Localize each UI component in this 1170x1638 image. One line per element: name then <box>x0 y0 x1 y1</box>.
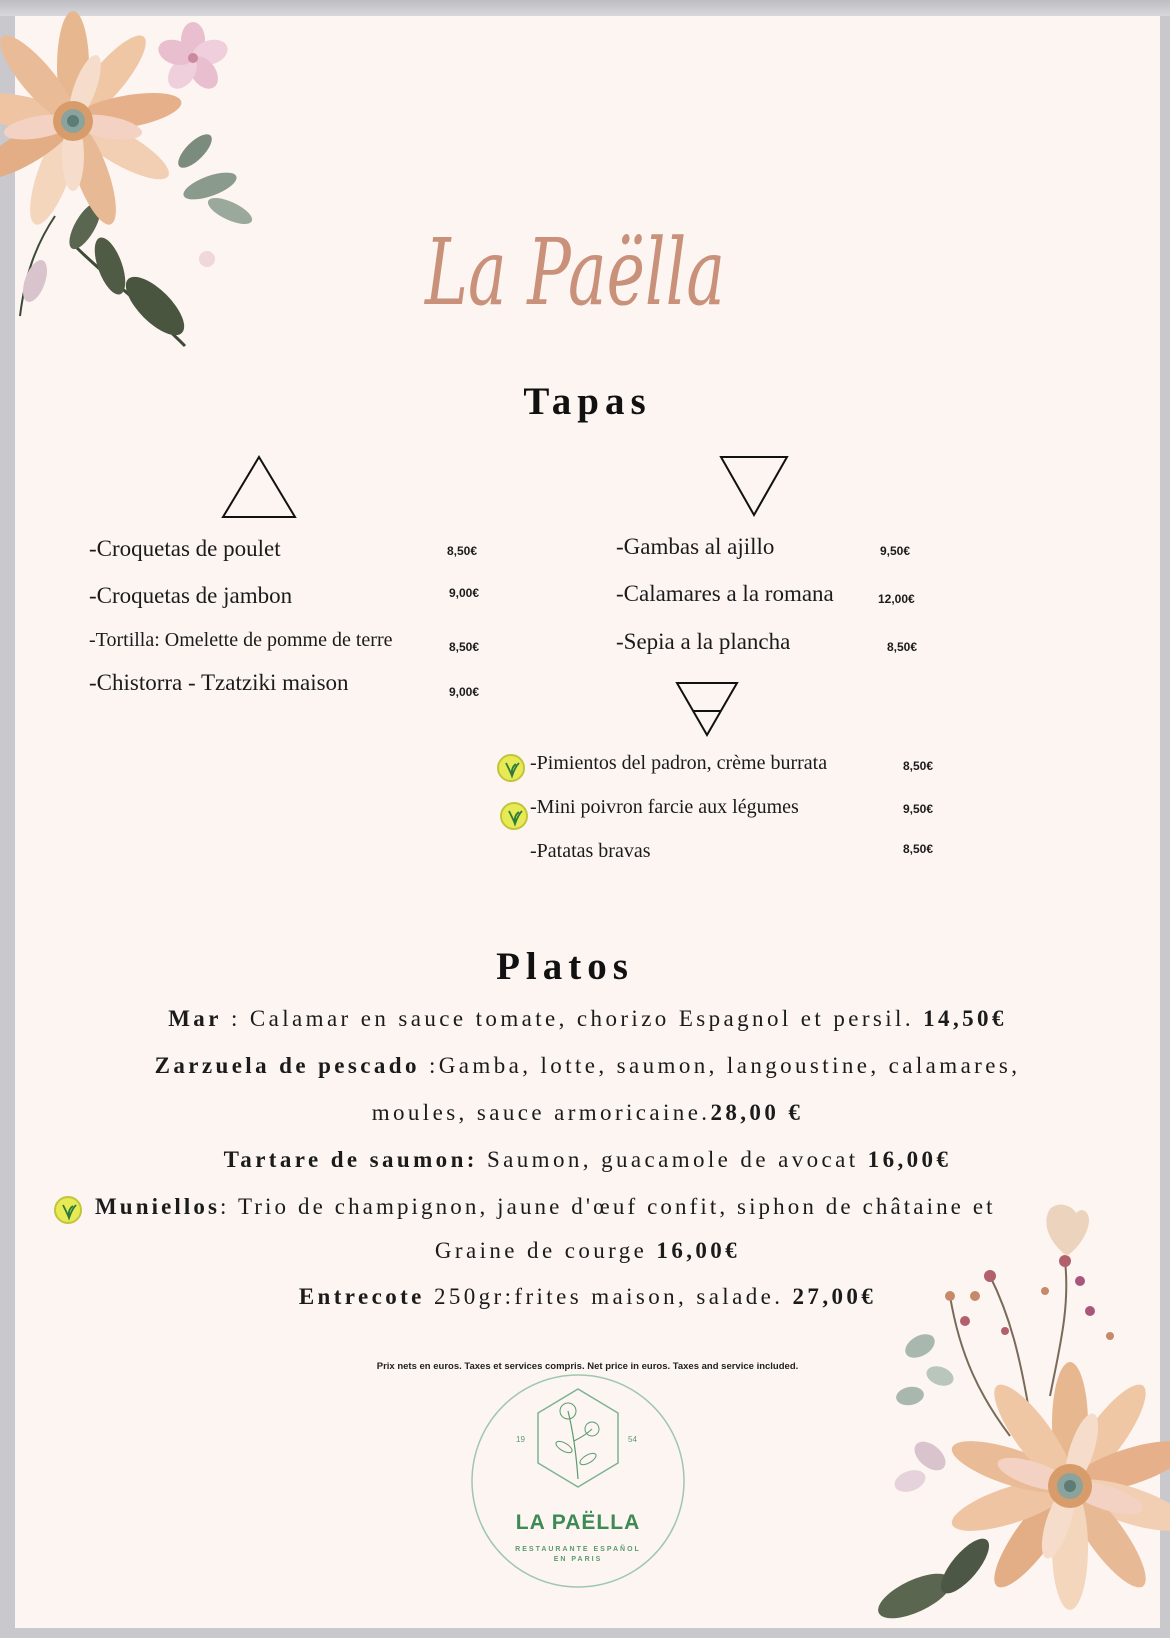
veggie-item-price: 8,50€ <box>903 759 934 773</box>
tapas-item-name: -Calamares a la romana <box>616 581 834 606</box>
plato-muniellos <box>95 1194 1155 1220</box>
logo-year-right: 54 <box>628 1435 637 1444</box>
viewer-top-bar <box>0 0 1170 16</box>
veggie-item-name: -Pimientos del padron, crème burrata <box>530 752 828 774</box>
plato-desc: 250gr:frites maison, salade. <box>424 1284 793 1309</box>
plato-entrecote <box>15 1284 1160 1310</box>
plato-name: Zarzuela de pescado <box>154 1053 420 1078</box>
title-text: La Paëlla <box>423 219 725 326</box>
plato-name: Muniellos <box>95 1194 221 1219</box>
tapas-heading: Tapas <box>523 380 652 423</box>
tapas-item-price: 9,00€ <box>449 586 480 600</box>
logo-subtitle-line: EN PARIS <box>553 1556 603 1563</box>
veggie-item-price: 8,50€ <box>903 842 934 856</box>
water-triangle-icon <box>718 454 790 518</box>
tapas-item-name: -Croquetas de jambon <box>89 583 293 608</box>
menu-page <box>15 16 1160 1628</box>
tapas-item-name: -Croquetas de poulet <box>89 536 281 561</box>
tapas-item-price: 8,50€ <box>449 640 480 654</box>
tapas-item-price: 8,50€ <box>887 640 918 654</box>
vegan-leaf-icon <box>497 754 525 782</box>
plato-muniellos-cont <box>15 1238 1160 1264</box>
vegan-leaf-icon <box>54 1196 82 1224</box>
veggie-item-price: 9,50€ <box>903 802 934 816</box>
restaurant-title <box>415 186 755 356</box>
tapas-item-price: 9,00€ <box>449 685 480 699</box>
plato-desc: : Trio de champignon, jaune d'œuf confit, siphon de châtaine et <box>220 1194 996 1219</box>
logo-year-left: 19 <box>516 1435 525 1444</box>
tapas-item-name: -Sepia a la plancha <box>616 629 791 654</box>
veggie-item-name: -Mini poivron farcie aux légumes <box>530 796 799 818</box>
tapas-item-name: -Tortilla: Omelette de pomme de terre <box>89 629 393 651</box>
plato-desc: Graine de courge <box>434 1238 657 1263</box>
platos-heading: Platos <box>496 945 634 988</box>
price-footnote: Prix nets en euros. Taxes et services compris. Net price in euros. Taxes and service included. <box>376 1361 799 1372</box>
plato-price: 16,00€ <box>656 1238 741 1263</box>
plato-name: Entrecote <box>298 1284 425 1309</box>
plato-name: Mar <box>168 1006 222 1031</box>
plato-desc: moules, sauce armoricaine. <box>371 1100 711 1125</box>
tapas-item-price: 8,50€ <box>447 544 478 558</box>
veggie-item-name: -Patatas bravas <box>530 840 651 862</box>
plato-desc: : Calamar en sauce tomate, chorizo Espagnol et persil. <box>221 1006 924 1031</box>
logo-name: LA PAËLLA <box>515 1511 641 1534</box>
vegan-leaf-icon <box>500 802 528 830</box>
floral-decoration-top-left <box>15 16 285 356</box>
plato-price: 28,00 € <box>710 1100 804 1125</box>
plato-desc: :Gamba, lotte, saumon, langoustine, calamares, <box>419 1053 1021 1078</box>
plato-price: 16,00€ <box>867 1147 952 1172</box>
plato-zarzuela-cont <box>15 1100 1160 1126</box>
logo-subtitle-line: RESTAURANTE ESPAÑOL <box>515 1546 641 1553</box>
restaurant-logo <box>468 1371 688 1591</box>
plato-price: 27,00€ <box>792 1284 877 1309</box>
tapas-item-price: 9,50€ <box>880 544 911 558</box>
plato-desc: Saumon, guacamole de avocat <box>477 1147 868 1172</box>
tapas-item-name: -Gambas al ajillo <box>616 534 775 559</box>
plato-name: Tartare de saumon: <box>223 1147 478 1172</box>
plato-zarzuela <box>15 1053 1160 1079</box>
plato-tartare <box>15 1147 1160 1173</box>
plato-price: 14,50€ <box>923 1006 1007 1031</box>
plato-mar <box>15 1006 1160 1032</box>
fire-triangle-icon <box>220 454 298 520</box>
earth-triangle-icon <box>674 680 740 738</box>
tapas-item-name: -Chistorra - Tzatziki maison <box>89 670 349 695</box>
tapas-item-price: 12,00€ <box>878 592 915 606</box>
logo-subtitle <box>468 1545 688 1565</box>
